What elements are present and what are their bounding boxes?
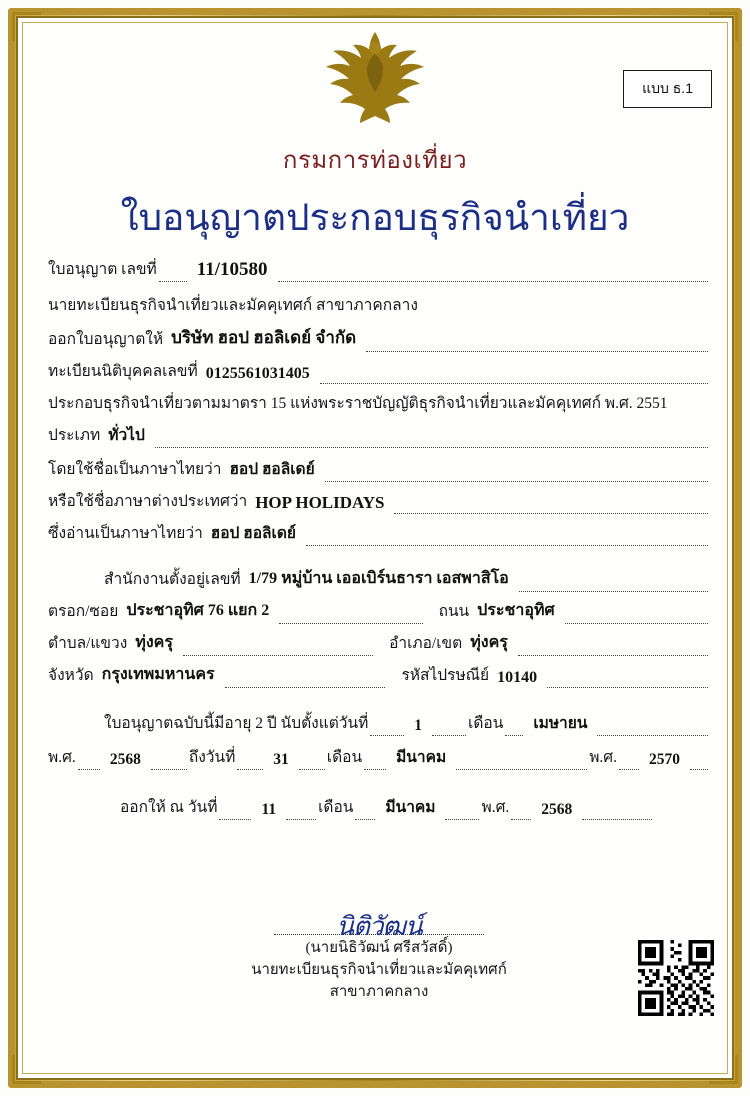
validity-label: ใบอนุญาตฉบับนี้มีอายุ 2 ปี นับตั้งแต่วันที่	[104, 715, 369, 732]
row-subdistrict-district	[48, 630, 710, 656]
valid-from-day: 1	[414, 717, 423, 734]
dotline	[286, 803, 316, 820]
document-content	[30, 28, 720, 1068]
signatory-position: นายทะเบียนธุรกิจนำเที่ยวและมัคคุเทศก์	[251, 961, 507, 978]
dotline	[219, 803, 251, 820]
department-name: กรมการท่องเที่ยว	[282, 148, 468, 174]
row-registrar	[48, 292, 710, 318]
dotline	[355, 803, 375, 820]
office-label: สำนักงานตั้งอยู่เลขที่	[104, 571, 241, 588]
dotline	[306, 529, 708, 546]
qr-code[interactable]	[638, 940, 714, 1016]
row-foreign-name	[48, 488, 710, 514]
dotline	[159, 265, 187, 282]
type-value: ทั่วไป	[108, 427, 145, 444]
signature-block	[48, 896, 710, 1003]
act-line: ประกอบธุรกิจนำเที่ยวตามมาตรา 15 แห่งพระราชบัญญัติธุรกิจนำเที่ยวและมัคคุเทศก์ พ.ศ. 2551	[48, 395, 668, 412]
juristic-no-value: 0125561031405	[205, 365, 310, 382]
row-juristic-number	[48, 358, 710, 384]
issued-to-value: บริษัท ฮอป ฮอลิเดย์ จำกัด	[171, 328, 357, 347]
subdistrict-label: ตำบล/แขวง	[48, 635, 128, 652]
issued-day: 11	[261, 801, 277, 818]
license-no-value: 11/10580	[196, 259, 268, 280]
dotline	[518, 639, 708, 656]
dotline	[364, 753, 386, 770]
dotline	[456, 753, 587, 770]
issued-to-label: ออกใบอนุญาตให้	[48, 331, 164, 348]
issued-year: 2568	[541, 801, 573, 818]
province-label: จังหวัด	[48, 667, 94, 684]
month-label: เดือน	[468, 715, 504, 732]
row-issue-date	[48, 794, 710, 820]
juristic-no-label: ทะเบียนนิติบุคคลเลขที่	[48, 363, 198, 380]
dotline	[325, 465, 708, 482]
dotline	[279, 607, 422, 624]
year-label-to: พ.ศ.	[589, 749, 617, 766]
dotline	[183, 639, 373, 656]
issued-month: มีนาคม	[385, 799, 436, 816]
form-code-box: แบบ ธ.1	[623, 70, 712, 108]
row-soi-road	[48, 598, 710, 624]
issued-at-label: ออกให้ ณ วันที่	[120, 799, 218, 816]
until-label: ถึงวันที่	[188, 749, 236, 766]
dotline	[511, 803, 531, 820]
dotline	[505, 719, 523, 736]
dotline	[370, 719, 404, 736]
road-label: ถนน	[438, 603, 470, 620]
thai-name-value: ฮอป ฮอลิเดย์	[229, 461, 315, 478]
postcode-label: รหัสไปรษณีย์	[401, 667, 490, 684]
valid-from-year: 2568	[109, 751, 141, 768]
signatory-branch: สาขาภาคกลาง	[329, 983, 429, 1000]
garuda-emblem	[315, 28, 435, 128]
row-validity-to	[48, 744, 710, 770]
dotline	[445, 803, 479, 820]
province-value: กรุงเทพมหานคร	[101, 666, 215, 683]
dotline	[225, 671, 386, 688]
row-thai-name	[48, 456, 710, 482]
thai-name-label: โดยใช้ชื่อเป็นภาษาไทยว่า	[48, 461, 222, 478]
row-license-number	[48, 256, 710, 282]
district-value: ทุ่งครุ	[470, 634, 508, 651]
dotline	[366, 335, 708, 352]
registrar-line: นายทะเบียนธุรกิจนำเที่ยวและมัคคุเทศก์ สาขาภาคกลาง	[48, 297, 418, 314]
dotline	[432, 719, 466, 736]
row-thai-reading	[48, 520, 710, 546]
dotline	[619, 753, 639, 770]
row-type	[48, 422, 710, 448]
document-title: ใบอนุญาตประกอบธุรกิจนำเที่ยว	[120, 198, 630, 239]
signatory-name: (นายนิธิวัฒน์ ศรีสวัสดิ์)	[305, 940, 453, 956]
month-label-to: เดือน	[326, 749, 363, 766]
row-act	[48, 390, 710, 416]
thai-read-value: ฮอป ฮอลิเดย์	[210, 525, 296, 542]
thai-read-label: ซึ่งอ่านเป็นภาษาไทยว่า	[48, 525, 203, 542]
dotline	[151, 753, 187, 770]
dotline	[320, 367, 708, 384]
foreign-name-label: หรือใช้ชื่อภาษาต่างประเทศว่า	[48, 493, 248, 510]
dotline	[565, 607, 708, 624]
dotline	[690, 753, 708, 770]
dotline	[78, 753, 100, 770]
row-office-address	[48, 566, 710, 592]
dotline	[597, 719, 708, 736]
valid-to-month: มีนาคม	[396, 749, 447, 766]
soi-value: ประชาอุทิศ 76 แยก 2	[126, 602, 270, 619]
subdistrict-value: ทุ่งครุ	[135, 634, 173, 651]
dotline	[278, 265, 708, 282]
valid-to-year: 2570	[649, 751, 680, 768]
row-province-postcode	[48, 662, 710, 688]
dotline	[519, 575, 708, 592]
type-label: ประเภท	[48, 427, 101, 444]
dotline	[394, 497, 708, 514]
year-label-issue: พ.ศ.	[481, 799, 510, 816]
month-label-issue: เดือน	[318, 799, 354, 816]
dotline	[155, 431, 708, 448]
row-validity-from	[48, 710, 710, 736]
valid-to-day: 31	[273, 751, 289, 768]
valid-from-month: เมษายน	[533, 715, 588, 732]
license-no-label: ใบอนุญาต เลขที่	[48, 261, 157, 278]
postcode-value: 10140	[497, 669, 538, 686]
dotline	[547, 671, 708, 688]
dotline	[299, 753, 325, 770]
office-value: 1/79 หมู่บ้าน เออเบิร์นธารา เอสพาสิโอ	[248, 570, 509, 587]
soi-label: ตรอก/ซอย	[48, 603, 119, 620]
year-label-from: พ.ศ.	[48, 749, 76, 766]
road-value: ประชาอุทิศ	[477, 602, 555, 619]
row-issued-to	[48, 324, 710, 352]
form-body	[48, 256, 710, 1000]
signature-script: นิติวัฒน์	[336, 912, 422, 942]
district-label: อำเภอ/เขต	[389, 635, 463, 652]
foreign-name-value: HOP HOLIDAYS	[255, 493, 385, 512]
dotline	[582, 803, 652, 820]
dotline	[237, 753, 263, 770]
